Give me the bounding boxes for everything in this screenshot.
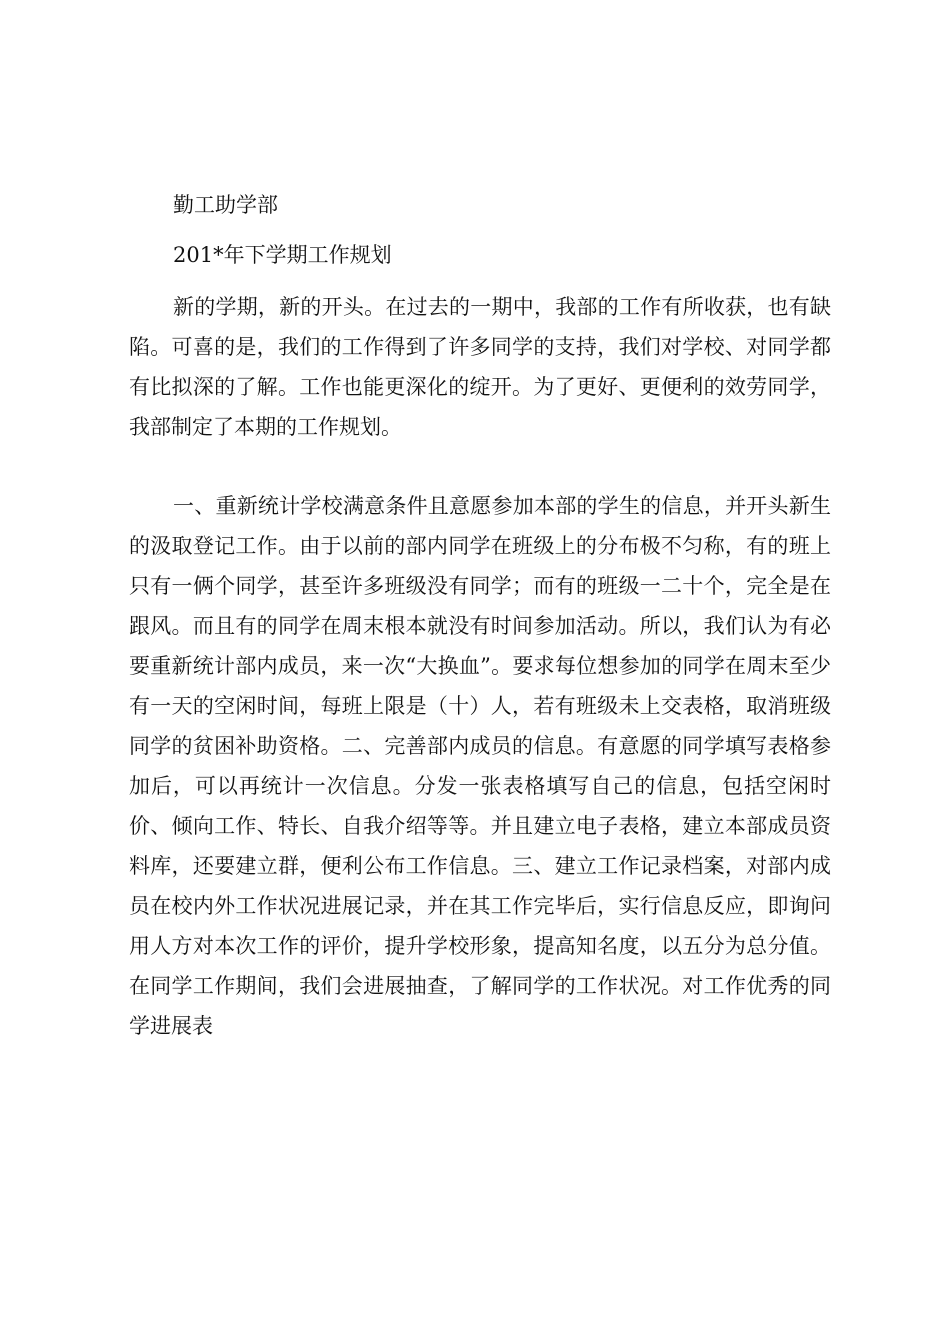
intro-paragraph: 新的学期，新的开头。在过去的一期中，我部的工作有所收获，也有缺陷。可喜的是，我们的工作得到了许多同学的支持，我们对学校、对同学都有比拟深的了解。工作也能更深化的绽开。为了更好、更便利的效劳同学，我部制定了本期的工作规划。 xyxy=(129,295,831,439)
department-title: 勤工助学部 xyxy=(173,193,278,217)
plan-items-paragraph: 一、重新统计学校满意条件且意愿参加本部的学生的信息，并开头新生的汲取登记工作。由于以前的部内同学在班级上的分布极不匀称，有的班上只有一俩个同学，甚至许多班级没有同学；而有的班级一二十个，完全是在跟风。而且有的同学在周末根本就没有时间参加活动。所以，我们认为有必要重新统计部内成员，来一次“大换血”。要求每位想参加的同学在周末至少有一天的空闲时间，每班上限是（十）人，若有班级未上交表格，取消班级同学的贫困补助资格。二、完善部内成员的信息。有意愿的同学填写表格参加后，可以再统计一次信息。分发一张表格填写自己的信息，包括空闲时价、倾向工作、特长、自我介绍等等。并且建立电子表格，建立本部成员资料库，还要建立群，便利公布工作信息。三、建立工作记录档案，对部内成员在校内外工作状况进展记录，并在其工作完毕后，实行信息反应，即询问用人方对本次工作的评价，提升学校形象，提高知名度，以五分为总分值。在同学工作期间，我们会进展抽查，了解同学的工作状况。对工作优秀的同学进展表 xyxy=(129,494,831,1038)
plan-title: 201*年下学期工作规划 xyxy=(173,243,392,267)
